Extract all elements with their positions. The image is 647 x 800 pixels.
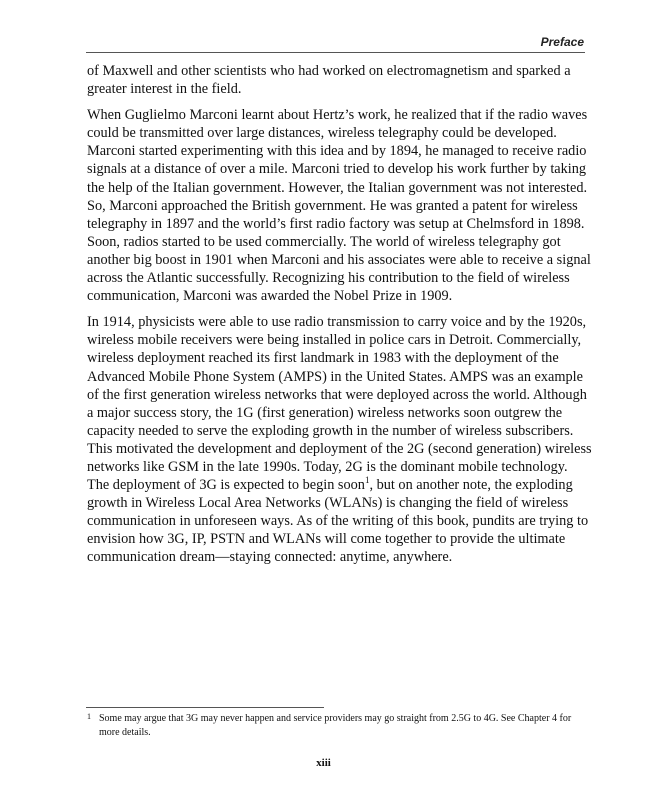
page-number: xiii xyxy=(316,757,331,769)
body-text xyxy=(87,62,592,575)
running-header: Preface xyxy=(540,35,584,49)
paragraph xyxy=(87,313,592,566)
paragraph-text: In 1914, physicists were able to use radio transmission to carry voice and by the 1920s, wireless mobile receivers were being installed in police cars in Detroit. Commercially, wireless deployment reached its first landmark in 1983 with the deployment of the Advanced Mobile Phone System (AMPS) in the United States. AMPS was an example of the first generation wireless networks that were deployed across the world. Although a major success story, the 1G (first generation) wireless networks soon outgrew the capacity needed to serve the exploding growth in the number of wireless subscribers. This motivated the development and deployment of the 2G (second generation) wireless networks like GSM in the late 1990s. Today, 2G is the dominant mobile technology. The deployment of 3G is expected to begin soon xyxy=(87,314,592,494)
header-divider xyxy=(86,52,585,53)
footnote-marker: 1 xyxy=(87,712,91,721)
footnote xyxy=(87,712,587,740)
paragraph-text: , but on another note, the exploding growth in Wireless Local Area Networks (WLANs) is changing the field of wireless communication in unforeseen ways. As of the writing of this book, pundits are trying to envision how 3G, IP, PSTN and WLANs will come together to provide the ultimate communication dream—staying connected: anytime, anywhere. xyxy=(87,477,589,566)
footnote-reference: 1 xyxy=(364,475,370,486)
footnote-text: Some may argue that 3G may never happen and service providers may go straight from 2.5G to 4G. See Chapter 4 for more details. xyxy=(99,713,572,738)
paragraph: When Guglielmo Marconi learnt about Hertz’s work, he realized that if the radio waves could be transmitted over large distances, wireless telegraphy could be developed. Marconi started experimenting with this idea and by 1894, he managed to receive radio signals at a distance of over a mile. Marconi tried to develop his work further by taking the help of the Italian government. However, the Italian government was not interested. So, Marconi approached the British government. He was granted a patent for wireless telegraphy in 1897 and the world’s first radio factory was setup at Chelmsford in 1898. Soon, radios started to be used commercially. The world of wireless telegraphy got another big boost in 1901 when Marconi and his associates were able to receive a signal across the Atlantic successfully. Recognizing his contribution to the field of wireless communication, Marconi was awarded the Nobel Prize in 1909. xyxy=(87,107,591,305)
footnote-divider xyxy=(86,707,324,708)
paragraph: of Maxwell and other scientists who had worked on electromagnetism and sparked a greater interest in the field. xyxy=(87,63,571,98)
